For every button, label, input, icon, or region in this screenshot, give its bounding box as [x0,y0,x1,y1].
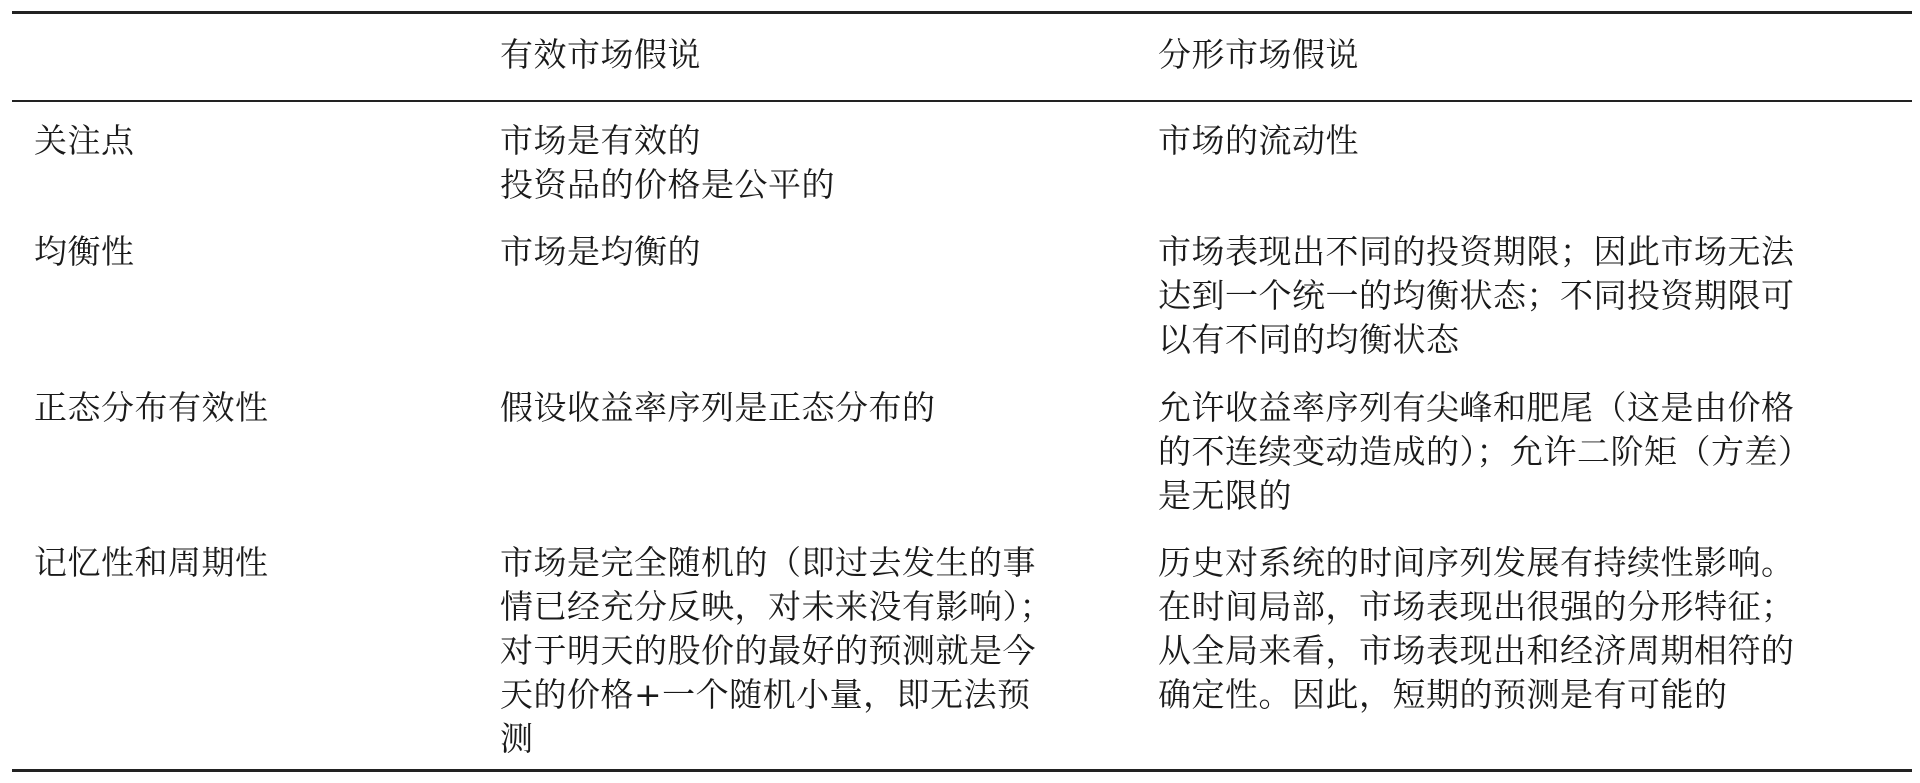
cell-line: 达到一个统一的均衡状态；不同投资期限可 [1158,276,1795,315]
cell-line: 市场是有效的 [500,121,701,160]
cell-line: 市场是完全随机的（即过去发生的事 [500,543,1036,582]
cell-line: 以有不同的均衡状态 [1158,320,1460,359]
row-label-focus: 关注点 [34,121,135,160]
cell-line: 在时间局部，市场表现出很强的分形特征； [1158,587,1795,626]
cell-line: 假设收益率序列是正态分布的 [500,388,936,427]
cell-line: 市场的流动性 [1158,121,1359,160]
cell-line: 市场是均衡的 [500,232,701,271]
table-top-rule [12,11,1912,14]
row-equilibrium-fmh [1158,230,1795,362]
cell-line: 历史对系统的时间序列发展有持续性影响。 [1158,543,1795,582]
cell-line: 市场表现出不同的投资期限；因此市场无法 [1158,232,1795,271]
cell-line: 确定性。因此，短期的预测是有可能的 [1158,675,1728,714]
comparison-table [12,11,1912,772]
row-normality-emh [500,386,936,430]
row-memory-emh [500,541,1053,761]
cell-line: 对于明天的股价的最好的预测就是今 [500,631,1036,670]
row-label-memory: 记忆性和周期性 [34,543,269,582]
row-focus-emh [500,119,835,207]
cell-line: 投资品的价格是公平的 [500,165,835,204]
table-header-rule [12,100,1912,102]
cell-line: 允许收益率序列有尖峰和肥尾（这是由价格 [1158,388,1795,427]
row-equilibrium-emh [500,230,701,274]
header-emh: 有效市场假说 [500,35,701,74]
row-memory-fmh [1158,541,1795,717]
cell-line: 测 [500,719,534,758]
table-bottom-rule [12,769,1912,772]
cell-line: 从全局来看，市场表现出和经济周期相符的 [1158,631,1795,670]
row-label-normality: 正态分布有效性 [34,388,269,427]
cell-line: 是无限的 [1158,476,1292,515]
row-focus-fmh [1158,119,1359,163]
row-normality-fmh [1158,386,1812,518]
header-fmh: 分形市场假说 [1158,35,1359,74]
row-label-equilibrium: 均衡性 [34,232,135,271]
cell-line: 天的价格+一个随机小量，即无法预 [500,675,1031,714]
cell-line: 的不连续变动造成的）；允许二阶矩（方差） [1158,432,1812,471]
cell-line: 情已经充分反映，对未来没有影响）； [500,587,1053,626]
